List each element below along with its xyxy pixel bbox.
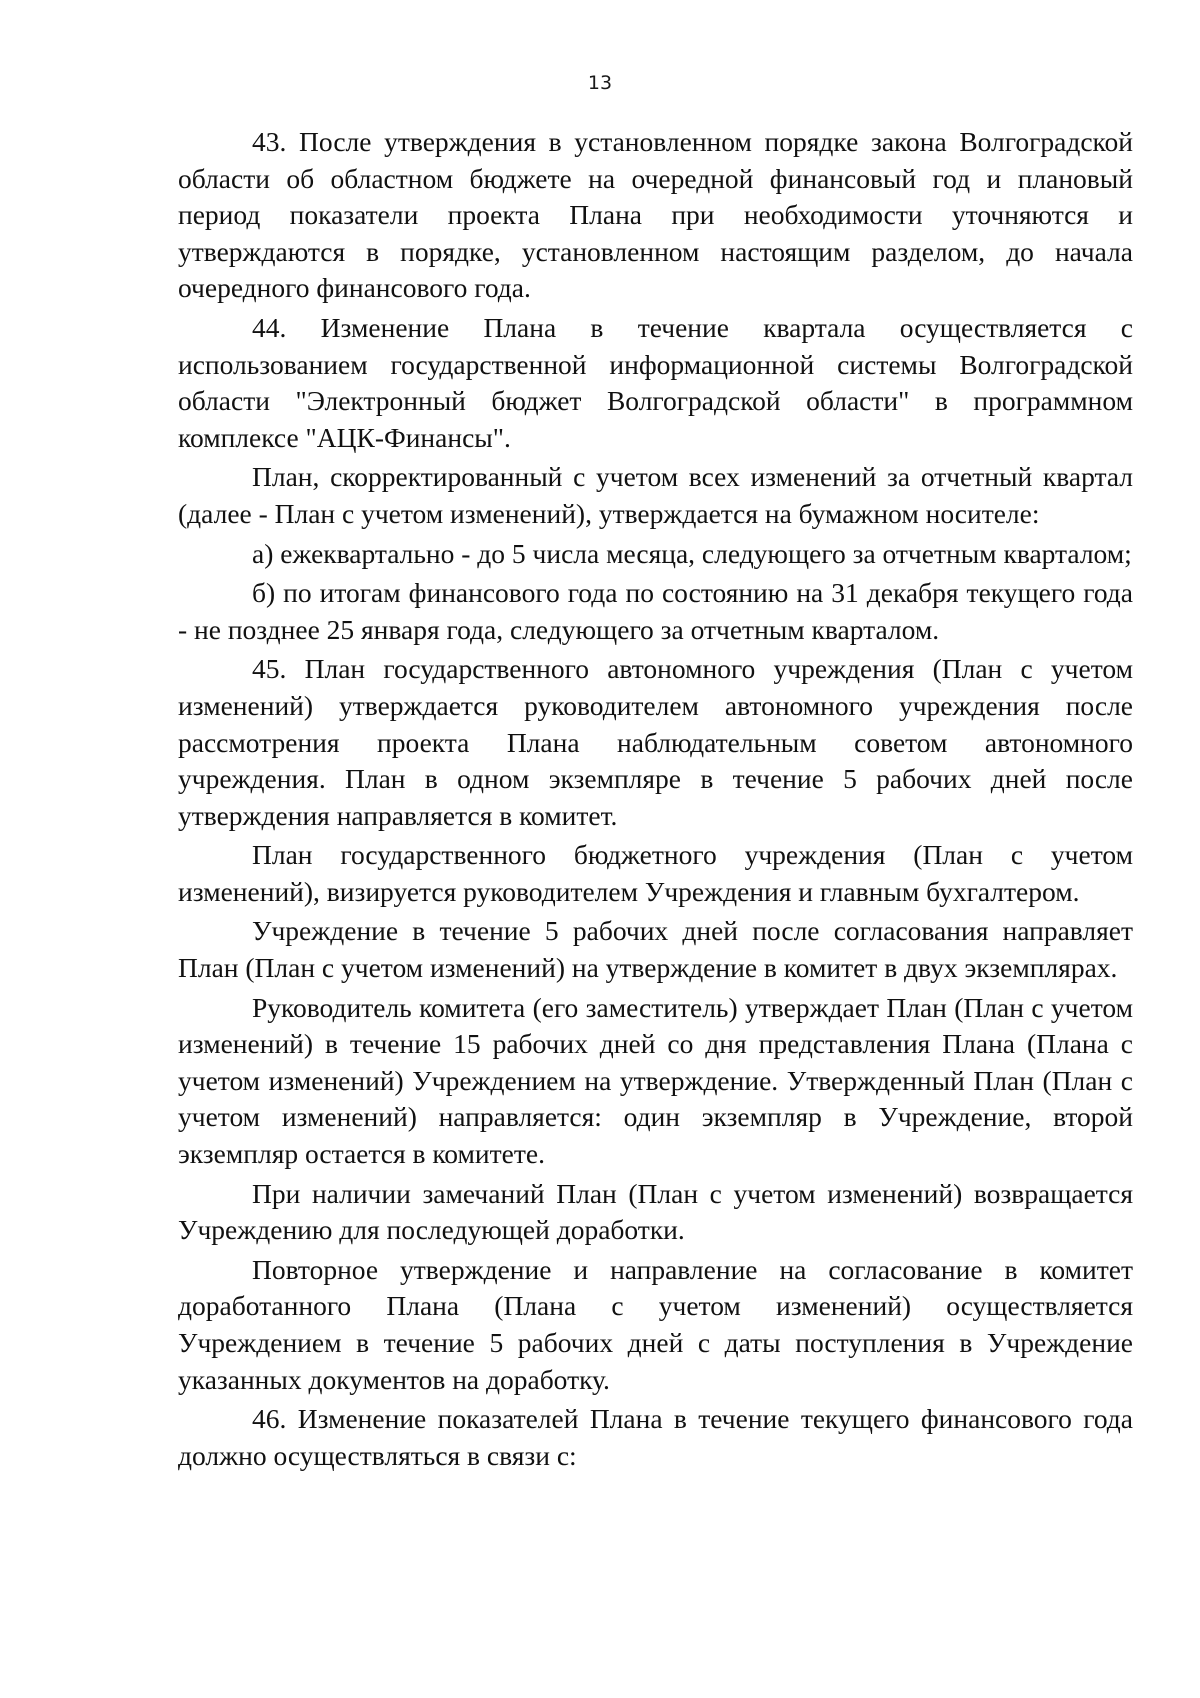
paragraph-committee-head: Руководитель комитета (его заместитель) утверждает План (План с учетом изменений) в течение 15 рабочих дней со дня представления Плана (Плана с учетом изменений) Учреждением на утверждение. Утвержденный План (План с учетом изменений) направляется: один экземпляр в Учреждение, второй экземпляр остается в комитете. (178, 991, 1133, 1170)
paragraph-remarks: При наличии замечаний План (План с учетом изменений) возвращается Учреждению для последующей доработки. (178, 1177, 1133, 1246)
paragraph-plan-corrected: План, скорректированный с учетом всех изменений за отчетный квартал (далее - План с учетом изменений), утверждается на бумажном носителе: (178, 461, 1133, 529)
paragraph-budget-institution: План государственного бюджетного учреждения (План с учетом изменений), визируется руководителем Учреждения и главным бухгалтером. (178, 839, 1133, 907)
document-body (178, 124, 1133, 1477)
paragraph-item-a: а) ежеквартально - до 5 числа месяца, следующего за отчетным кварталом; (252, 537, 1132, 569)
paragraph-43: 43. После утверждения в установленном порядке закона Волгоградской области об областном бюджете на очередной финансовый год и плановый период показатели проекта Плана при необходимости уточняются и утверждаются в порядке, установленном настоящим разделом, до начала очередного финансового года. (178, 126, 1133, 304)
paragraph-item-b: б) по итогам финансового года по состоянию на 31 декабря текущего года - не позднее 25 января года, следующего за отчетным кварталом. (178, 577, 1133, 645)
paragraph-institution-sends: Учреждение в течение 5 рабочих дней после согласования направляет План (План с учетом изменений) на утверждение в комитет в двух экземплярах. (178, 915, 1133, 984)
paragraph-46: 46. Изменение показателей Плана в течение текущего финансового года должно осуществляться в связи с: (178, 1403, 1133, 1471)
page-number: 13 (587, 72, 613, 94)
paragraph-44: 44. Изменение Плана в течение квартала осуществляется с использованием государственной информационной системы Волгоградской области "Электронный бюджет Волгоградской области" в программном комплексе "АЦК-Финансы". (178, 311, 1133, 453)
paragraph-repeat-approval: Повторное утверждение и направление на согласование в комитет доработанного Плана (Плана с учетом изменений) осуществляется Учреждением в течение 5 рабочих дней с даты поступления в Учреждение указанных документов на доработку. (178, 1253, 1133, 1395)
paragraph-45: 45. План государственного автономного учреждения (План с учетом изменений) утверждается руководителем автономного учреждения после рассмотрения проекта Плана наблюдательным советом автономного учреждения. План в одном экземпляре в течение 5 рабочих дней после утверждения направляется в комитет. (178, 653, 1133, 831)
